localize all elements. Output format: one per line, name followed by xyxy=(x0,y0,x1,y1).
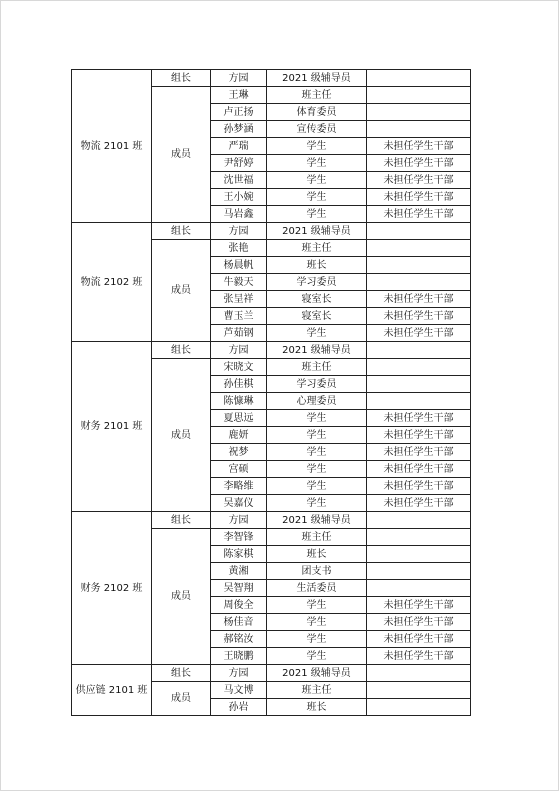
name-cell: 方园 xyxy=(211,70,267,87)
name-cell: 方园 xyxy=(211,512,267,529)
position-cell: 班主任 xyxy=(267,359,367,376)
name-cell: 孙佳棋 xyxy=(211,376,267,393)
position-cell: 班主任 xyxy=(267,87,367,104)
note-cell: 未担任学生干部 xyxy=(367,427,471,444)
note-cell: 未担任学生干部 xyxy=(367,495,471,512)
class-name-cell: 财务 2101 班 xyxy=(72,342,152,512)
position-cell: 2021 级辅导员 xyxy=(267,70,367,87)
position-cell: 班主任 xyxy=(267,240,367,257)
role-member-cell: 成员 xyxy=(152,529,211,665)
position-cell: 学生 xyxy=(267,648,367,665)
note-cell xyxy=(367,699,471,716)
name-cell: 王琳 xyxy=(211,87,267,104)
note-cell xyxy=(367,546,471,563)
name-cell: 王晓鹏 xyxy=(211,648,267,665)
role-leader-cell: 组长 xyxy=(152,223,211,240)
class-name-cell: 供应链 2101 班 xyxy=(72,665,152,716)
position-cell: 学生 xyxy=(267,614,367,631)
name-cell: 尹舒婷 xyxy=(211,155,267,172)
note-cell: 未担任学生干部 xyxy=(367,597,471,614)
position-cell: 学生 xyxy=(267,444,367,461)
note-cell: 未担任学生干部 xyxy=(367,172,471,189)
name-cell: 马岩鑫 xyxy=(211,206,267,223)
position-cell: 学生 xyxy=(267,325,367,342)
name-cell: 马文博 xyxy=(211,682,267,699)
note-cell xyxy=(367,240,471,257)
position-cell: 班长 xyxy=(267,546,367,563)
position-cell: 学生 xyxy=(267,172,367,189)
position-cell: 学生 xyxy=(267,478,367,495)
name-cell: 曹玉兰 xyxy=(211,308,267,325)
note-cell: 未担任学生干部 xyxy=(367,410,471,427)
position-cell: 学生 xyxy=(267,427,367,444)
roster-body xyxy=(72,70,471,716)
position-cell: 学生 xyxy=(267,461,367,478)
role-leader-cell: 组长 xyxy=(152,512,211,529)
leader-row xyxy=(72,70,471,87)
name-cell: 卢正扬 xyxy=(211,104,267,121)
note-cell xyxy=(367,563,471,580)
role-member-cell: 成员 xyxy=(152,359,211,512)
position-cell: 学生 xyxy=(267,410,367,427)
position-cell: 生活委员 xyxy=(267,580,367,597)
name-cell: 杨佳音 xyxy=(211,614,267,631)
leader-row xyxy=(72,512,471,529)
name-cell: 杨晨帆 xyxy=(211,257,267,274)
position-cell: 宣传委员 xyxy=(267,121,367,138)
position-cell: 2021 级辅导员 xyxy=(267,665,367,682)
note-cell: 未担任学生干部 xyxy=(367,631,471,648)
note-cell xyxy=(367,393,471,410)
role-member-cell: 成员 xyxy=(152,87,211,223)
note-cell xyxy=(367,70,471,87)
name-cell: 方园 xyxy=(211,223,267,240)
name-cell: 吴智翔 xyxy=(211,580,267,597)
note-cell xyxy=(367,87,471,104)
note-cell xyxy=(367,342,471,359)
note-cell xyxy=(367,529,471,546)
name-cell: 孙岩 xyxy=(211,699,267,716)
leader-row xyxy=(72,342,471,359)
position-cell: 班主任 xyxy=(267,682,367,699)
position-cell: 2021 级辅导员 xyxy=(267,342,367,359)
role-leader-cell: 组长 xyxy=(152,342,211,359)
name-cell: 吴嘉仪 xyxy=(211,495,267,512)
position-cell: 学生 xyxy=(267,495,367,512)
note-cell: 未担任学生干部 xyxy=(367,648,471,665)
position-cell: 学生 xyxy=(267,206,367,223)
position-cell: 班长 xyxy=(267,257,367,274)
position-cell: 寝室长 xyxy=(267,291,367,308)
position-cell: 学生 xyxy=(267,138,367,155)
name-cell: 孙梦涵 xyxy=(211,121,267,138)
name-cell: 陈慷琳 xyxy=(211,393,267,410)
role-leader-cell: 组长 xyxy=(152,70,211,87)
leader-row xyxy=(72,223,471,240)
note-cell xyxy=(367,580,471,597)
note-cell xyxy=(367,376,471,393)
role-member-cell: 成员 xyxy=(152,240,211,342)
name-cell: 张呈祥 xyxy=(211,291,267,308)
class-roster-table xyxy=(71,69,471,716)
note-cell: 未担任学生干部 xyxy=(367,206,471,223)
note-cell xyxy=(367,512,471,529)
name-cell: 张艳 xyxy=(211,240,267,257)
position-cell: 学习委员 xyxy=(267,376,367,393)
role-leader-cell: 组长 xyxy=(152,665,211,682)
name-cell: 鹿妍 xyxy=(211,427,267,444)
name-cell: 沈世福 xyxy=(211,172,267,189)
note-cell: 未担任学生干部 xyxy=(367,291,471,308)
position-cell: 学习委员 xyxy=(267,274,367,291)
name-cell: 周俊全 xyxy=(211,597,267,614)
position-cell: 2021 级辅导员 xyxy=(267,223,367,240)
name-cell: 方园 xyxy=(211,665,267,682)
note-cell: 未担任学生干部 xyxy=(367,189,471,206)
note-cell: 未担任学生干部 xyxy=(367,308,471,325)
note-cell xyxy=(367,665,471,682)
name-cell: 祝梦 xyxy=(211,444,267,461)
position-cell: 班主任 xyxy=(267,529,367,546)
name-cell: 黄湘 xyxy=(211,563,267,580)
note-cell xyxy=(367,682,471,699)
class-name-cell: 财务 2102 班 xyxy=(72,512,152,665)
class-name-cell: 物流 2101 班 xyxy=(72,70,152,223)
name-cell: 郝铭汝 xyxy=(211,631,267,648)
note-cell: 未担任学生干部 xyxy=(367,138,471,155)
position-cell: 班长 xyxy=(267,699,367,716)
note-cell xyxy=(367,121,471,138)
name-cell: 陈家棋 xyxy=(211,546,267,563)
leader-row xyxy=(72,665,471,682)
note-cell xyxy=(367,223,471,240)
note-cell xyxy=(367,104,471,121)
position-cell: 学生 xyxy=(267,631,367,648)
name-cell: 牛毅天 xyxy=(211,274,267,291)
position-cell: 学生 xyxy=(267,597,367,614)
note-cell: 未担任学生干部 xyxy=(367,461,471,478)
position-cell: 学生 xyxy=(267,189,367,206)
name-cell: 宋晓文 xyxy=(211,359,267,376)
note-cell: 未担任学生干部 xyxy=(367,325,471,342)
note-cell: 未担任学生干部 xyxy=(367,614,471,631)
position-cell: 2021 级辅导员 xyxy=(267,512,367,529)
name-cell: 芦茹钢 xyxy=(211,325,267,342)
note-cell: 未担任学生干部 xyxy=(367,155,471,172)
name-cell: 李智锋 xyxy=(211,529,267,546)
position-cell: 体育委员 xyxy=(267,104,367,121)
name-cell: 宫硕 xyxy=(211,461,267,478)
position-cell: 学生 xyxy=(267,155,367,172)
note-cell xyxy=(367,257,471,274)
role-member-cell: 成员 xyxy=(152,682,211,716)
name-cell: 方园 xyxy=(211,342,267,359)
note-cell: 未担任学生干部 xyxy=(367,478,471,495)
name-cell: 夏思远 xyxy=(211,410,267,427)
position-cell: 寝室长 xyxy=(267,308,367,325)
note-cell xyxy=(367,359,471,376)
name-cell: 李略维 xyxy=(211,478,267,495)
class-name-cell: 物流 2102 班 xyxy=(72,223,152,342)
name-cell: 严瑞 xyxy=(211,138,267,155)
note-cell xyxy=(367,274,471,291)
note-cell: 未担任学生干部 xyxy=(367,444,471,461)
position-cell: 团支书 xyxy=(267,563,367,580)
position-cell: 心理委员 xyxy=(267,393,367,410)
name-cell: 王小婉 xyxy=(211,189,267,206)
